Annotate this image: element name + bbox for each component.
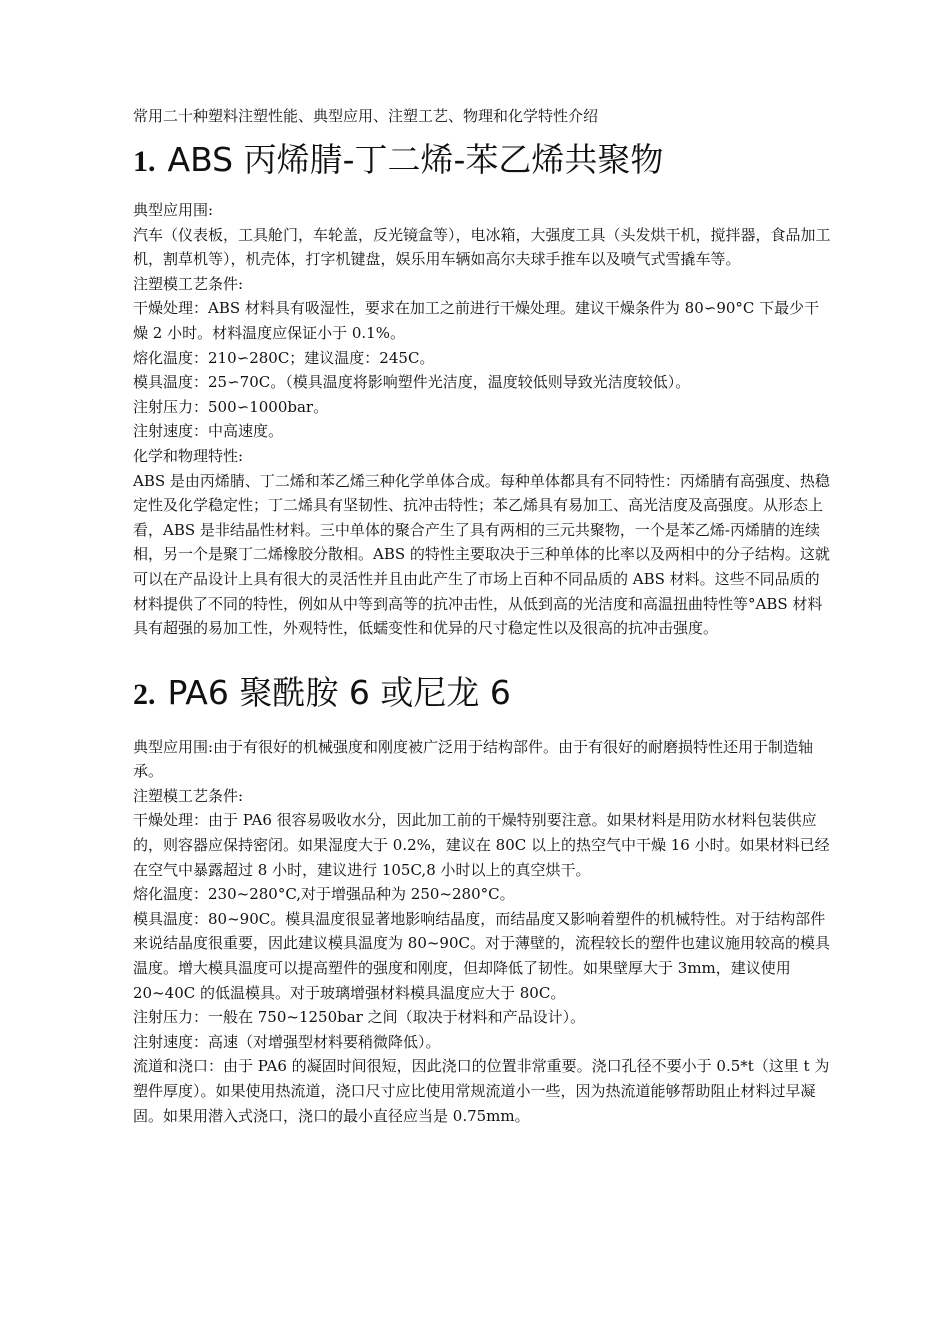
paragraph-injection-speed: 注射速度：中高速度。 (133, 422, 284, 441)
document-content (133, 104, 833, 1128)
paragraph-drying: 干燥处理：由于 PA6 很容易吸收水分，因此加工前的干燥特别要注意。如果材料是用防水材料包装供应的，则容器应保持密闭。如果湿度大于 0.2%，建议在 80C 以上的热空气中干燥 16 小时。如果材料已经在空气中暴露超过 8 小时，建议进行 105C,8 小时以上的真空烘干。 (133, 811, 830, 879)
paragraph-mold-temp: 模具温度：25∽70C。（模具温度将影响塑件光洁度，温度较低则导致光洁度较低）。 (133, 373, 691, 392)
section-abs (133, 134, 833, 641)
paragraph-injection-pressure: 注射压力：一般在 750~1250bar 之间（取决于材料和产品设计）。 (133, 1008, 586, 1027)
section-heading (133, 667, 833, 721)
paragraph-injection-pressure: 注射压力：500∽1000bar。 (133, 397, 329, 416)
section-number: 1. (133, 145, 156, 178)
paragraph-label-process: 注塑模工艺条件: (133, 786, 244, 805)
paragraph-label-applications: 典型应用围: (133, 201, 214, 219)
paragraph-mold-temp: 模具温度：80~90C。模具温度很显著地影响结晶度，而结晶度又影响着塑件的机械特性。对于结构部件来说结晶度很重要，因此建议模具温度为 80~90C。对于薄壁的，流程较长的塑件也建议施用较高的模具温度。增大模具温度可以提高塑件的强度和刚度，但却降低了韧性。如果壁厚大于 3mm，建议使用 20~40C 的低温模具。对于玻璃增强材料模具温度应大于 80C。 (133, 909, 830, 1002)
section-title: PA6 聚酰胺 6 或尼龙 6 (167, 672, 511, 712)
section-number: 2. (133, 677, 156, 711)
paragraph-properties: ABS 是由丙烯腈、丁二烯和苯乙烯三种化学单体合成。每种单体都具有不同特性：丙烯腈有高强度、热稳定性及化学稳定性；丁二烯具有坚韧性、抗冲击特性；苯乙烯具有易加工、高光洁度及高强度。从形态上看，ABS 是非结晶性材料。三中单体的聚合产生了具有两相的三元共聚物，一个是苯乙烯-丙烯腈的连续相，另一个是聚丁二烯橡胶分散相。ABS 的特性主要取决于三种单体的比率以及两相中的分子结构。这就可以在产品设计上具有很大的灵活性并且由此产生了市场上百种不同品质的 ABS 材料。这些不同品质的材料提供了不同的特性，例如从中等到高等的抗冲击性，从低到高的光洁度和高温扭曲特性等°ABS 材料具有超强的易加工性，外观特性，低蠕变性和优异的尺寸稳定性以及很高的抗冲击强度。 (133, 471, 830, 638)
paragraph-applications: 典型应用围:由于有很好的机械强度和刚度被广泛用于结构部件。由于有很好的耐磨损特性还用于制造轴承。 (133, 737, 814, 781)
document-title: 常用二十种塑料注塑性能、典型应用、注塑工艺、物理和化学特性介绍 (133, 107, 599, 125)
section-heading (133, 134, 833, 188)
section-title: ABS 丙烯腈-丁二烯-苯乙烯共聚物 (167, 140, 664, 179)
section-pa6 (133, 667, 833, 1129)
paragraph-label-process: 注塑模工艺条件: (133, 274, 244, 293)
paragraph-melt-temp: 熔化温度：230~280°C,对于增强品种为 250~280°C。 (133, 885, 515, 904)
paragraph-melt-temp: 熔化温度：210∽280C；建议温度：245C。 (133, 348, 435, 367)
paragraph-drying: 干燥处理：ABS 材料具有吸湿性，要求在加工之前进行干燥处理。建议干燥条件为 80∽90°C 下最少干燥 2 小时。材料温度应保证小于 0.1%。 (133, 299, 820, 342)
paragraph-injection-speed: 注射速度：高速（对增强型材料要稍微降低）。 (133, 1032, 441, 1051)
paragraph-label-properties: 化学和物理特性: (133, 446, 244, 465)
paragraph-applications: 汽车（仪表板，工具舱门，车轮盖，反光镜盒等），电冰箱，大强度工具（头发烘干机，搅拌器，食品加工机，割草机等），机壳体，打字机键盘，娱乐用车辆如高尔夫球手推车以及喷气式雪撬车等。 (133, 225, 831, 269)
paragraph-runner-gate: 流道和浇口：由于 PA6 的凝固时间很短，因此浇口的位置非常重要。浇口孔径不要小于 0.5*t（这里 t 为塑件厚度）。如果使用热流道，浇口尺寸应比使用常规流道小一些，因为热流道能够帮助阻止材料过早凝固。如果用潜入式浇口，浇口的最小直径应当是 0.75mm。 (133, 1057, 830, 1125)
